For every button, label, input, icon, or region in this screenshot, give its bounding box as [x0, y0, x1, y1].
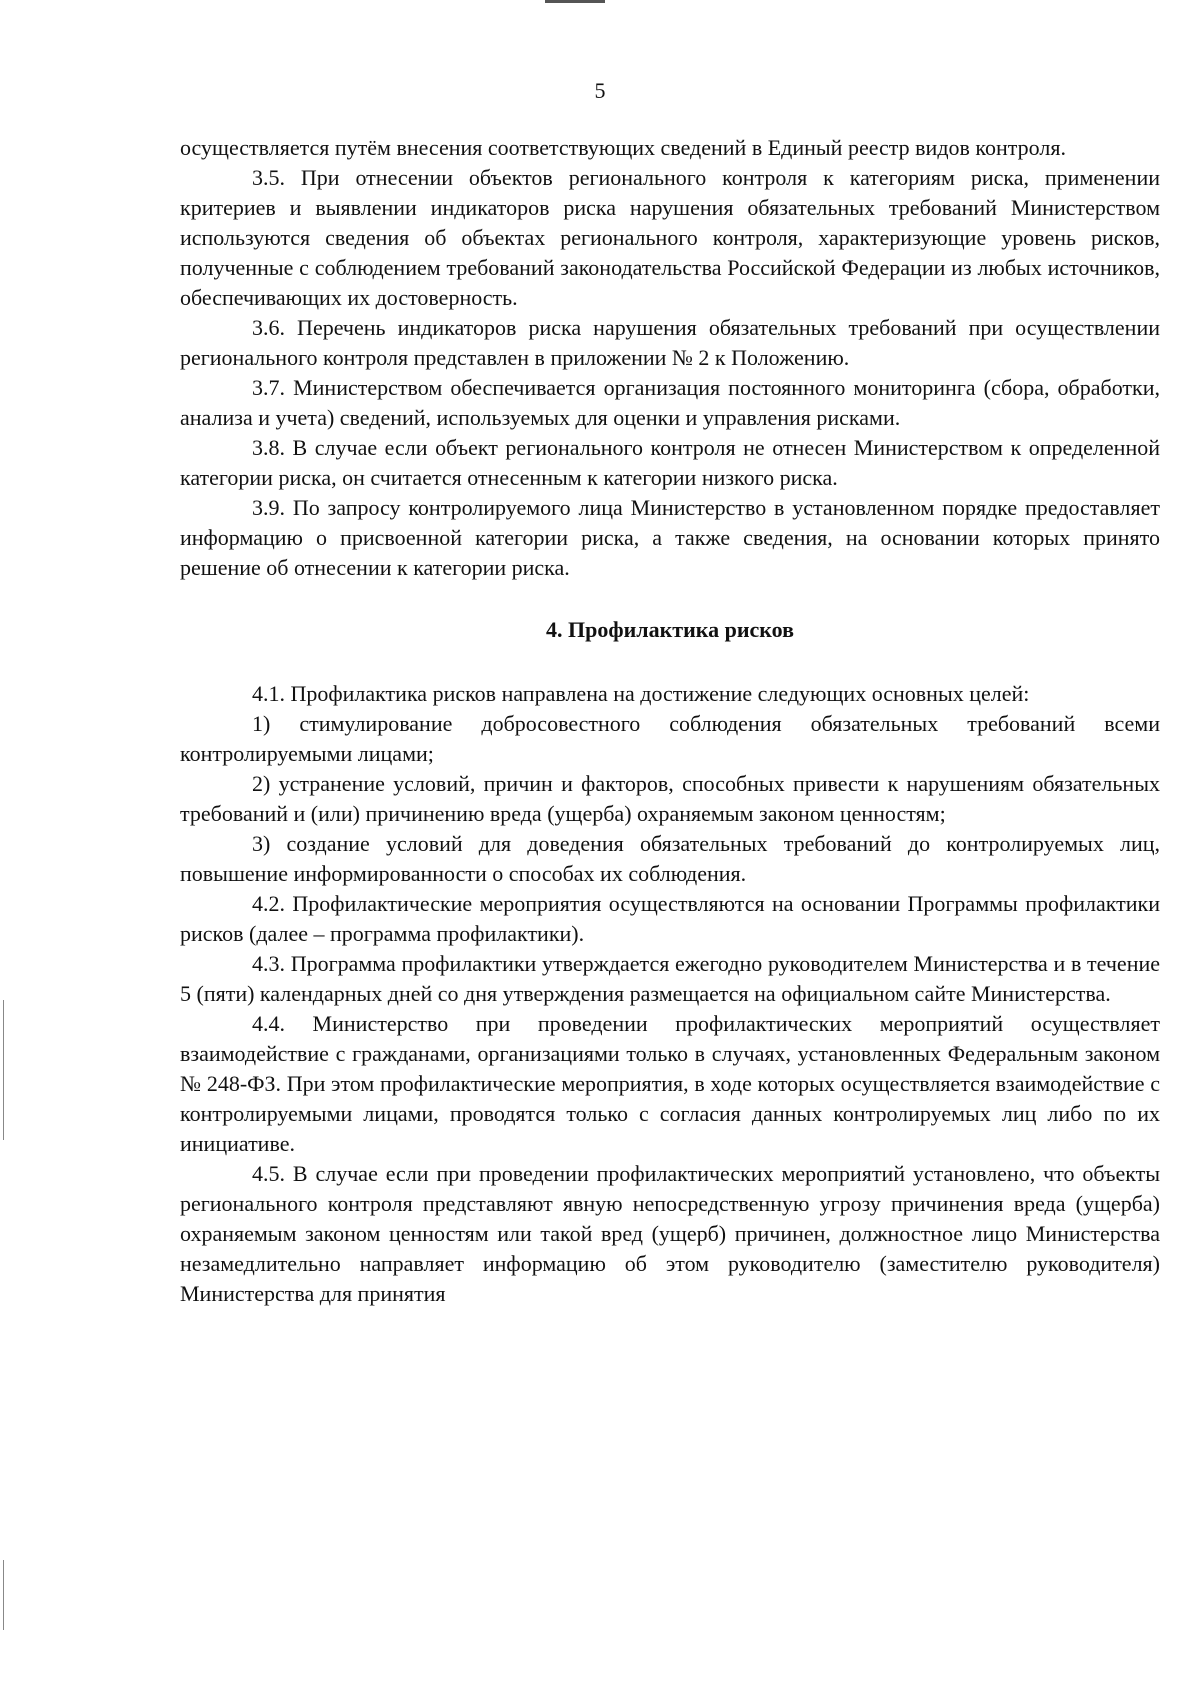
paragraph-3-5: 3.5. При отнесении объектов регионального контроля к категориям риска, применении критериев и выявлении индикаторов риска нарушения обязательных требований Министерством используются сведения об объектах регионального контроля, характеризующие уровень рисков, полученные с соблюдением требований законодательства Российской Федерации из любых источников, обеспечивающих их достоверность. [180, 165, 1160, 310]
list-item-3: 3) создание условий для доведения обязательных требований до контролируемых лиц, повышение информированности о способах их соблюдения. [180, 831, 1160, 886]
paragraph-3-6: 3.6. Перечень индикаторов риска нарушения обязательных требований при осуществлении регионального контроля представлен в приложении № 2 к Положению. [180, 315, 1160, 370]
paragraph-3-9: 3.9. По запросу контролируемого лица Министерство в установленном порядке предоставляет информацию о присвоенной категории риска, а также сведения, на основании которых принято решение об отнесении к категории риска. [180, 495, 1160, 580]
paragraph-3-7: 3.7. Министерством обеспечивается организация постоянного мониторинга (сбора, обработки, анализа и учета) сведений, используемых для оценки и управления рисками. [180, 375, 1160, 430]
paragraph-4-3: 4.3. Программа профилактики утверждается ежегодно руководителем Министерства и в течение 5 (пяти) календарных дней со дня утверждения размещается на официальном сайте Министерства. [180, 951, 1160, 1006]
scan-mark-left-lower [3, 1560, 4, 1630]
paragraph-4-5: 4.5. В случае если при проведении профилактических мероприятий установлено, что объекты регионального контроля представляют явную непосредственную угрозу причинения вреда (ущерба) охраняемым законом ценностям или такой вред (ущерб) причинен, должностное лицо Министерства незамедлительно направляет информацию об этом руководителю (заместителю руководителя) Министерства для принятия [180, 1161, 1160, 1306]
page-number: 5 [594, 78, 606, 103]
paragraph-3-8: 3.8. В случае если объект регионального контроля не отнесен Министерством к определенной категории риска, он считается отнесенным к категории низкого риска. [180, 435, 1160, 490]
paragraph-continuation: осуществляется путём внесения соответствующих сведений в Единый реестр видов контроля. [180, 135, 1066, 160]
scan-mark-left [3, 1000, 4, 1140]
list-item-1: 1) стимулирование добросовестного соблюдения обязательных требований всеми контролируемыми лицами; [180, 711, 1160, 766]
section-heading: 4. Профилактика рисков [546, 617, 794, 642]
list-item-2: 2) устранение условий, причин и факторов, способных привести к нарушениям обязательных требований и (или) причинению вреда (ущерба) охраняемым законом ценностям; [180, 771, 1160, 826]
document-body [180, 133, 1160, 1309]
paragraph-4-4: 4.4. Министерство при проведении профилактических мероприятий осуществляет взаимодействие с гражданами, организациями только в случаях, установленных Федеральным законом № 248-ФЗ. При этом профилактические мероприятия, в ходе которых осуществляется взаимодействие с контролируемыми лицами, проводятся только с согласия данных контролируемых лиц либо по их инициативе. [180, 1011, 1160, 1156]
paragraph-4-2: 4.2. Профилактические мероприятия осуществляются на основании Программы профилактики рисков (далее – программа профилактики). [180, 891, 1160, 946]
scan-mark-top [545, 0, 605, 3]
paragraph-4-1: 4.1. Профилактика рисков направлена на достижение следующих основных целей: [252, 681, 1030, 706]
